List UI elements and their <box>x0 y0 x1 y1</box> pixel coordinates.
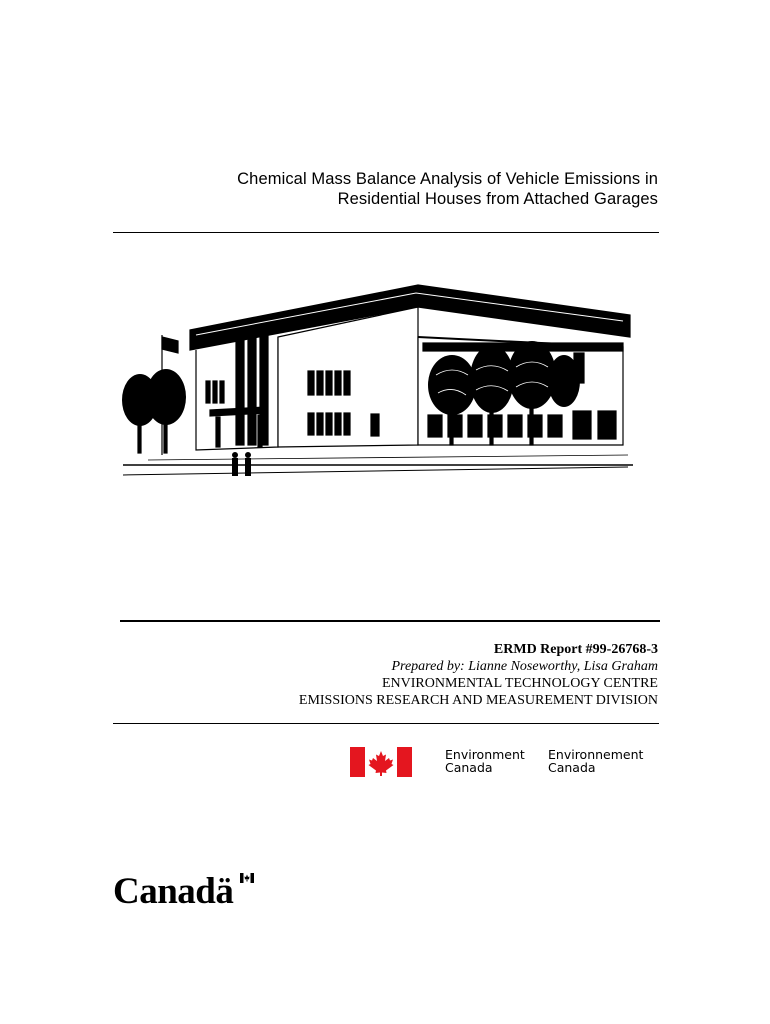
report-rule-bottom <box>113 723 659 724</box>
ec-en-line1: Environment <box>445 747 525 762</box>
canada-wordmark <box>113 870 233 913</box>
environnement-canada-fr <box>548 748 643 774</box>
environment-canada-en <box>445 748 525 774</box>
report-rule-top <box>120 620 660 622</box>
report-number: ERMD Report #99-26768-3 <box>493 642 658 657</box>
canada-wordmark-text: Canadä <box>113 871 234 912</box>
wordmark-flag-icon <box>240 873 254 883</box>
prepared-by: Prepared by: Lianne Noseworthy, Lisa Graham <box>391 659 658 674</box>
centre-name: ENVIRONMENTAL TECHNOLOGY CENTRE <box>381 676 658 691</box>
ec-en-line2: Canada <box>445 760 493 775</box>
ec-fr-line1: Environnement <box>548 747 644 762</box>
title-rule <box>113 232 659 233</box>
title-line-2: Residential Houses from Attached Garages <box>337 190 658 208</box>
ec-fr-line2: Canada <box>548 760 596 775</box>
canada-flag-icon <box>350 747 412 777</box>
title-line-1: Chemical Mass Balance Analysis of Vehicle Emissions in <box>237 170 658 188</box>
division-name: EMISSIONS RESEARCH AND MEASUREMENT DIVISION <box>298 693 658 708</box>
building-illustration <box>118 275 638 490</box>
